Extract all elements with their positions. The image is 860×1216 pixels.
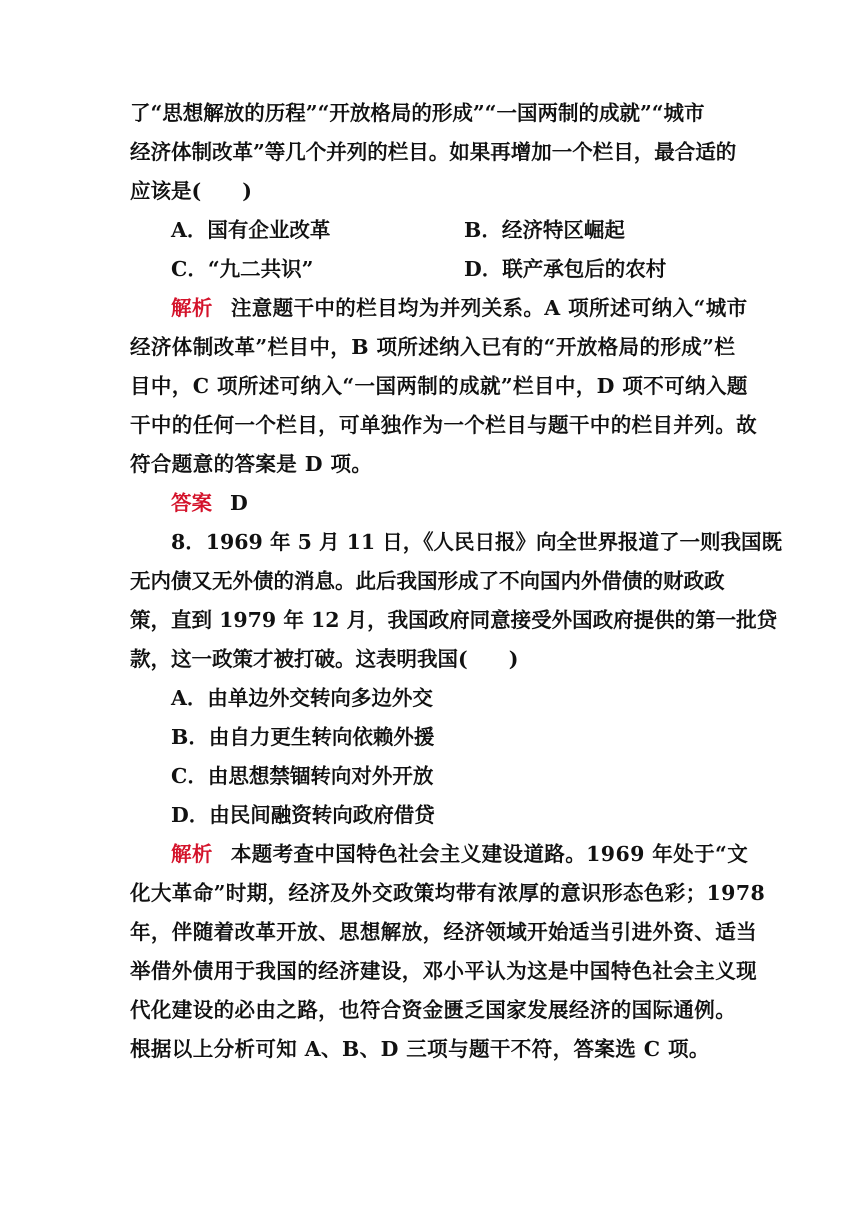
q8-stem-line-2: 无内债又无外债的消息。此后我国形成了不向国内外借债的财政政 <box>130 569 725 593</box>
q8-stem-line-3: 策，直到 1979 年 12 月，我国政府同意接受外国政府提供的第一批贷 <box>130 608 778 632</box>
q8-analysis-line-3: 年，伴随着改革开放、思想解放，经济领域开始适当引进外资、适当 <box>130 920 757 944</box>
q8-analysis-line-1 <box>130 835 749 874</box>
q7-answer-value: D <box>230 491 248 515</box>
q7-stem-line-2: 经济体制改革”等几个并列的栏目。如果再增加一个栏目，最合适的 <box>130 140 737 164</box>
q7-analysis-line-2: 经济体制改革”栏目中，B 项所述纳入已有的“开放格局的形成”栏 <box>130 335 736 359</box>
q8-stem-line-4: 款，这一政策才被打破。这表明我国( ) <box>130 647 519 671</box>
q8-analysis-line-5: 代化建设的必由之路，也符合资金匮乏国家发展经济的国际通例。 <box>130 998 737 1022</box>
q8-stem-line-1: 8．1969 年 5 月 11 日，《人民日报》向全世界报道了一则我国既 <box>171 530 783 554</box>
q8-option-c: C．由思想禁锢转向对外开放 <box>171 764 434 788</box>
q8-analysis-line-6: 根据以上分析可知 A、B、D 三项与题干不符，答案选 C 项。 <box>130 1037 710 1061</box>
q7-analysis-line-5: 符合题意的答案是 D 项。 <box>130 452 373 476</box>
q8-option-b: B．由自力更生转向依赖外援 <box>171 725 435 749</box>
q7-option-a: A．国有企业改革 <box>171 218 331 242</box>
q7-stem-line-3: 应该是( ) <box>130 179 252 203</box>
q8-option-d: D．由民间融资转向政府借贷 <box>171 803 435 827</box>
q7-analysis-line-1 <box>130 289 748 328</box>
q7-analysis-line-4: 干中的任何一个栏目，可单独作为一个栏目与题干中的栏目并列。故 <box>130 413 757 437</box>
q8-analysis-line-2: 化大革命”时期，经济及外交政策均带有浓厚的意识形态色彩；1978 <box>130 881 766 905</box>
q7-option-c: C．“九二共识” <box>171 257 314 281</box>
q7-analysis-line-3: 目中，C 项所述可纳入“一国两制的成就”栏目中，D 项不可纳入题 <box>130 374 748 398</box>
q7-option-d: D．联产承包后的农村 <box>464 257 667 281</box>
q7-analysis-text-1: 注意题干中的栏目均为并列关系。A 项所述可纳入“城市 <box>230 296 748 320</box>
q7-option-b: B．经济特区崛起 <box>464 218 625 242</box>
q8-analysis-line-4: 举借外债用于我国的经济建设，邓小平认为这是中国特色社会主义现 <box>130 959 757 983</box>
q7-stem-line-1: 了“思想解放的历程”“开放格局的形成”“一国两制的成就”“城市 <box>130 101 705 125</box>
document-content <box>130 94 783 1069</box>
q8-option-a: A．由单边外交转向多边外交 <box>171 686 433 710</box>
q8-analysis-label: 解析 <box>171 842 213 866</box>
q7-analysis-label: 解析 <box>171 296 213 320</box>
q7-answer-label: 答案 <box>171 491 212 515</box>
q7-options-row-2 <box>130 250 730 289</box>
q7-answer-line <box>130 484 730 523</box>
q8-analysis-text-1: 本题考查中国特色社会主义建设道路。1969 年处于“文 <box>230 842 749 866</box>
q7-options-row-1 <box>130 211 730 250</box>
